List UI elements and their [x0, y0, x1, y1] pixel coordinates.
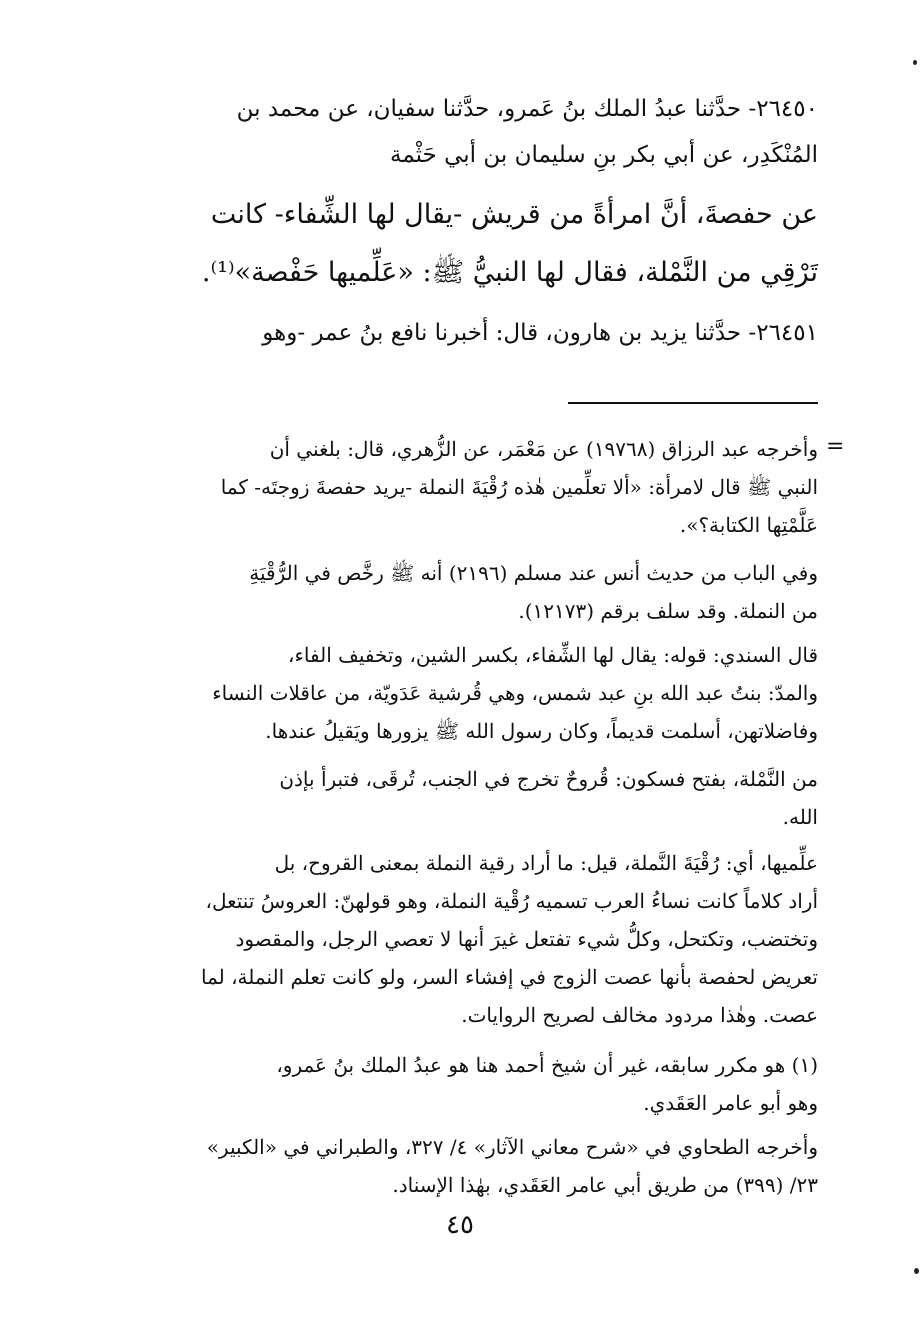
- page-number: ٤٥: [446, 1210, 474, 1240]
- footnote-paragraph: [118, 844, 818, 1034]
- text-line: والمدّ: بنتُ عبد الله بنِ عبد شمس، وهي قُرشية عَدَويّة، من عاقلات النساء: [212, 681, 818, 705]
- text-line: وأخرجه الطحاوي في «شرح معاني الآثار» ٤/ ٣٢٧، والطبراني في «الكبير»: [206, 1135, 818, 1159]
- footnote-paragraph: [118, 1128, 818, 1204]
- text-line: النبي ﷺ قال لامرأة: «ألا تعلِّمين هٰذه رُقْيَةَ النملة -يريد حفصةَ زوجتَه- كما: [220, 475, 818, 499]
- text-line: المُنْكَدِر، عن أبي بكر بنِ سليمان بن أبي حَثْمة: [389, 142, 818, 168]
- hadith-26450-matn: [118, 186, 818, 302]
- text-line: (١) هو مكرر سابقه، غير أن شيخ أحمد هنا هو عبدُ الملك بنُ عَمرو،: [276, 1053, 818, 1077]
- text-line: عصت. وهٰذا مردود مخالف لصريح الروايات.: [461, 1003, 818, 1027]
- text-line: وأخرجه عبد الرزاق (١٩٧٦٨) عن مَعْمَر، عن الزُّهري، قال: بلغني أن: [269, 437, 818, 461]
- text-line: وفي الباب من حديث أنس عند مسلم (٢١٩٦) أنه ﷺ رخَّص في الرُّقْيَةِ: [249, 561, 818, 585]
- footnote-paragraph: [118, 430, 818, 544]
- text-line: الله.: [782, 805, 818, 829]
- text-line: من النَّمْلة، بفتح فسكون: قُروحٌ تخرج في الجنب، تُرقَى، فتبرأ بإذن: [279, 767, 818, 791]
- text-line: وهو أبو عامر العَقَدي.: [643, 1091, 818, 1115]
- text-line: عن حفصةَ، أنَّ امرأةً من قريش -يقال لها الشِّفاء- كانت: [210, 199, 818, 230]
- hadith-26451-isnad: [118, 310, 818, 356]
- scan-speck: [914, 1268, 919, 1274]
- footnote-paragraph: [118, 554, 818, 630]
- footnote-continuation-mark: =: [826, 434, 845, 459]
- hadith-26450-isnad: [118, 86, 818, 178]
- text-line: أراد كلاماً كانت نساءُ العرب تسميه رُقْية النملة، وهو قولهنّ: العروسُ تنتعل،: [205, 889, 818, 913]
- text-line: وتختضب، وتكتحل، وكلُّ شيء تفتعل غيرَ أنها لا تعصي الرجل، والمقصود: [235, 927, 818, 951]
- scan-speck: [913, 60, 917, 65]
- text-line: من النملة. وقد سلف برقم (١٢١٧٣).: [518, 599, 818, 623]
- text-line: قال السندي: قوله: يقال لها الشِّفاء، بكسر الشين، وتخفيف الفاء،: [288, 643, 818, 667]
- footnote-paragraph: [118, 760, 818, 836]
- text-line: عَلَّمْتِها الكتابة؟».: [679, 513, 818, 537]
- footnote-paragraph: [118, 636, 818, 750]
- text-line: علِّميها، أي: رُقْيَةَ النَّملة، قيل: ما أراد رقية النملة بمعنى القروح، بل: [274, 851, 818, 875]
- footnote-1: [118, 1046, 818, 1122]
- text-line: ٢٦٤٥٠- حدَّثنا عبدُ الملك بنُ عَمرو، حدَّثنا سفيان، عن محمد بن: [236, 96, 818, 122]
- text-line: ٢٣/ (٣٩٩) من طريق أبي عامر العَقَدي، بهٰذا الإسناد.: [392, 1173, 818, 1197]
- text-line: تَرْقِي من النَّمْلة، فقال لها النبيُّ ﷺ: «عَلِّميها حَفْصة»⁽¹⁾.: [201, 257, 818, 288]
- text-line: تعريض لحفصة بأنها عصت الزوج في إفشاء السر، ولو كانت تعلم النملة، لما: [200, 965, 818, 989]
- text-line: ٢٦٤٥١- حدَّثنا يزيد بن هارون، قال: أخبرنا نافع بنُ عمر -وهو: [262, 320, 818, 346]
- text-line: وفاضلاتهن، أسلمت قديماً، وكان رسول الله ﷺ يزورها ويَقيلُ عندها.: [265, 719, 818, 743]
- footnote-separator: [568, 402, 818, 404]
